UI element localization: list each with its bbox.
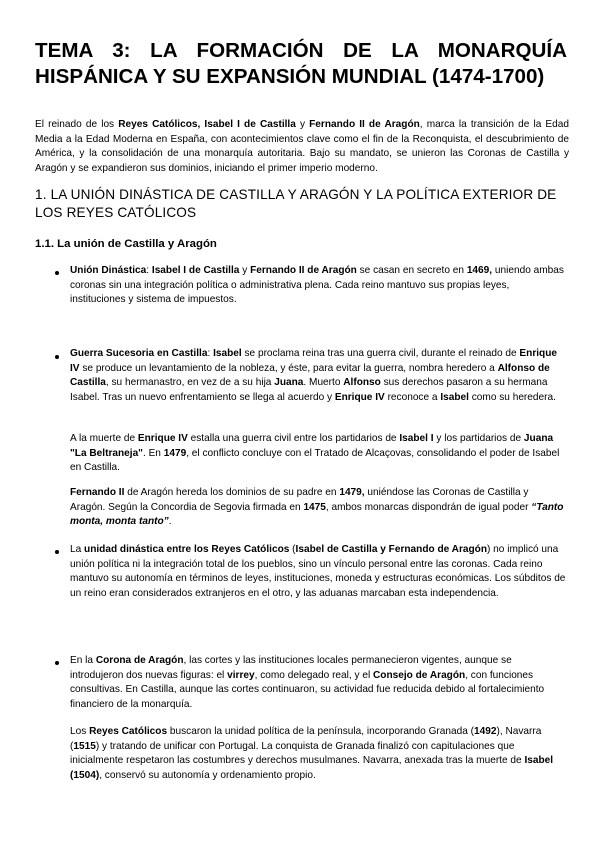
paragraph-unidad-politica: Los Reyes Católicos buscaron la unidad política de la península, incorporando Granada (1492), Navarra (1515) y tratando de unificar con Portugal. La conquista de Granada finalizó con capitulaciones que inicialmente respetaron las costumbres y derechos musulmanes. Navarra, anexada tras la muerte de Isabel (1504), conservó su autonomía y ordenamiento propio. xyxy=(70,726,554,781)
section-1-heading: 1. LA UNIÓN DINÁSTICA DE CASTILLA Y ARAGÓN Y LA POLÍTICA EXTERIOR DE LOS REYES CATÓLICOS xyxy=(35,187,557,220)
bullet-marker xyxy=(55,271,59,275)
bullet-union-dinastica: Unión Dinástica: Isabel I de Castilla y Fernando II de Aragón se casan en secreto en 1469, uniendo ambas coronas sin una integración política o administrativa plena. Cada reino mantuvo sus propias leyes, instituciones y sistema de impuestos. xyxy=(70,265,564,306)
document-title-line-1: TEMA 3: LA FORMACIÓN DE LA MONARQUÍA xyxy=(35,39,567,62)
bullet-marker xyxy=(55,661,59,665)
bullet-corona-aragon: En la Corona de Aragón, las cortes y las instituciones locales permanecieron vigentes, aunque se introdujeron dos nuevas figuras: el virrey, como delegado real, y el Consejo de Aragón, con funciones consultivas. En Castilla, aunque las cortes continuaron, su actividad fue reducida debido al fortalecimiento financiero de la monarquía. xyxy=(70,655,545,710)
intro-paragraph: El reinado de los Reyes Católicos, Isabel I de Castilla y Fernando II de Aragón, marca la transición de la Edad Media a la Edad Moderna en España, con acontecimientos clave como el fin de la Reconquista, el descubrimiento de América, y la consolidación de una monarquía autoritaria. Bajo su mandato, se unieron las Coronas de Castilla y Aragón y se expandieron sus dominios, iniciando el primer imperio moderno. xyxy=(35,119,569,174)
section-1-1-heading: 1.1. La unión de Castilla y Aragón xyxy=(35,238,217,250)
bullet-marker xyxy=(55,355,59,359)
bullet-unidad-dinastica: La unidad dinástica entre los Reyes Católicos (Isabel de Castilla y Fernando de Aragón) no implicó una unión política ni la integración total de los pueblos, sino un vínculo personal entre las coronas. Cada reino mantuvo su autonomía en términos de leyes, instituciones, moneda y estructuras económicas. Los súbditos de un reino eran considerados extranjeros en el otro, y las aduanas marcaban esta independencia. xyxy=(70,544,566,599)
paragraph-muerte-enrique-iv: A la muerte de Enrique IV estalla una guerra civil entre los partidarios de Isabel I y los partidarios de Juana "La Beltraneja". En 1479, el conflicto concluye con el Tratado de Alcaçovas, consolidando el poder de Isabel en Castilla. xyxy=(70,433,560,474)
bullet-marker xyxy=(55,550,59,554)
document-title-line-2: HISPÁNICA Y SU EXPANSIÓN MUNDIAL (1474-1700) xyxy=(35,65,545,88)
bullet-guerra-sucesoria: Guerra Sucesoria en Castilla: Isabel se proclama reina tras una guerra civil, durante el reinado de Enrique IV se produce un levantamiento de la nobleza, y éste, para evitar la guerra, nombra heredero a Alfonso de Castilla, su hermanastro, en vez de a su hija Juana. Muerto Alfonso sus derechos pasaron a su hermana Isabel. Tras un nuevo enfrentamiento se llega al acuerdo y Enrique IV reconoce a Isabel como su heredera. xyxy=(70,348,557,403)
paragraph-fernando-ii: Fernando II de Aragón hereda los dominios de su padre en 1479, uniéndose las Coronas de Castilla y Aragón. Según la Concordia de Segovia firmada en 1475, ambos monarcas dispondrán de igual poder “Tanto monta, monta tanto”. xyxy=(70,487,564,528)
